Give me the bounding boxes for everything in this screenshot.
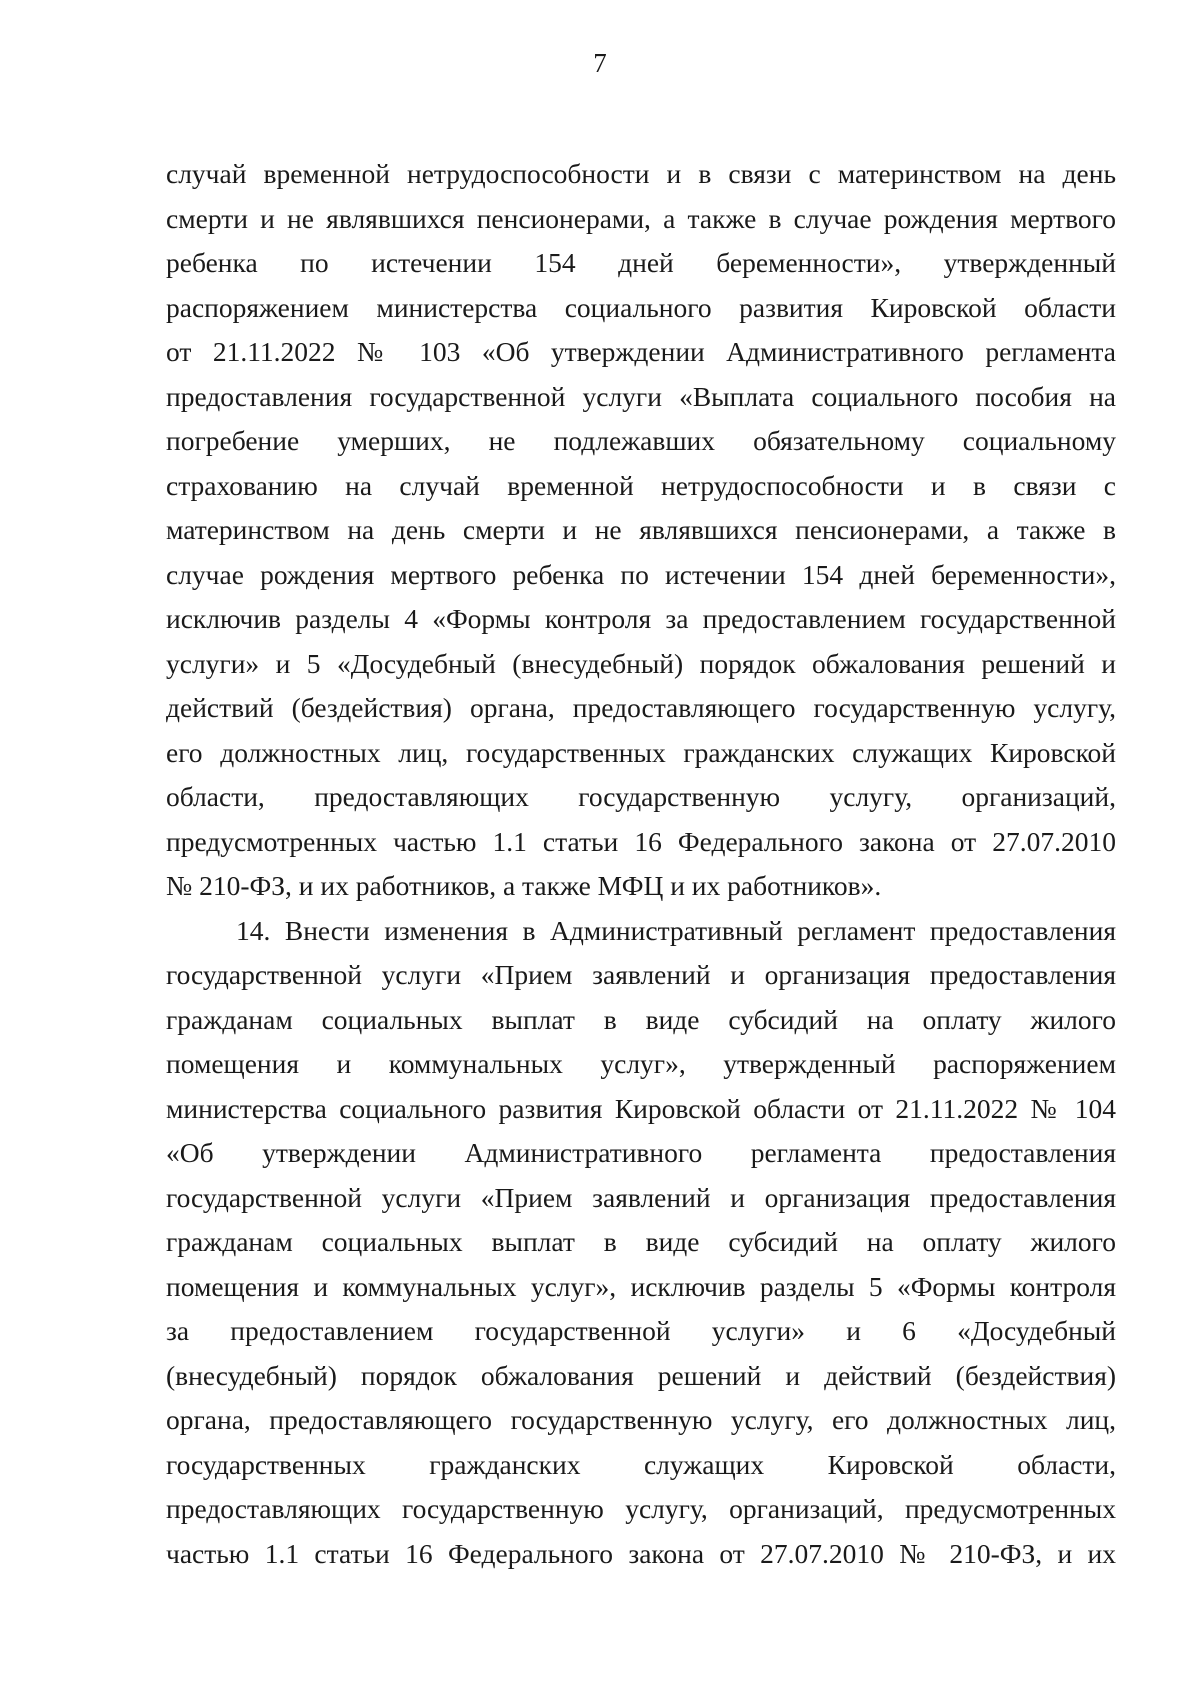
text-line: материнством на день смерти и не являвшихся пенсионерами, а также в [166,514,1116,545]
text-line: за предоставлением государственной услуги» и 6 «Досудебный [166,1315,1116,1346]
text-line: министерства социального развития Кировской области от 21.11.2022 № 104 [166,1092,1116,1124]
text-line: государственных гражданских служащих Кировской области, [166,1448,1116,1480]
text-line: действий (бездействия) органа, предоставляющего государственную услугу, [166,692,1116,723]
text-line: «Об утверждении Административного регламента предоставления [166,1137,1116,1168]
text-line: области, предоставляющих государственную услугу, организаций, [166,781,1116,812]
text-line: № 210-ФЗ, и их работников, а также МФЦ и их работников». [166,870,882,901]
text-line: предусмотренных частью 1.1 статьи 16 Федерального закона от 27.07.2010 [166,825,1116,857]
text-line: погребение умерших, не подлежавших обязательному социальному [166,425,1116,456]
text-line: (внесудебный) порядок обжалования решений и действий (бездействия) [166,1359,1116,1391]
text-line: государственной услуги «Прием заявлений и организация предоставления [166,959,1116,990]
paragraph-14-start: 14. Внести изменения в Административный регламент предоставления [236,914,1116,946]
text-line: исключив разделы 4 «Формы контроля за предоставлением государственной [166,603,1116,634]
text-line: случай временной нетрудоспособности и в связи с материнством на день [166,158,1116,189]
text-line: гражданам социальных выплат в виде субсидий на оплату жилого [166,1003,1116,1035]
text-line: предоставляющих государственную услугу, организаций, предусмотренных [166,1493,1116,1524]
page-number: 7 [593,48,607,78]
text-line: органа, предоставляющего государственную услугу, его должностных лиц, [166,1404,1116,1435]
text-line: помещения и коммунальных услуг», утвержденный распоряжением [166,1048,1116,1079]
text-line: частью 1.1 статьи 16 Федерального закона от 27.07.2010 № 210-ФЗ, и их [166,1537,1116,1569]
text-line: государственной услуги «Прием заявлений и организация предоставления [166,1181,1116,1213]
text-line: смерти и не являвшихся пенсионерами, а также в случае рождения мертвого [166,202,1116,234]
text-line: от 21.11.2022 № 103 «Об утверждении Административного регламента [166,336,1116,367]
text-line: страхованию на случай временной нетрудоспособности и в связи с [166,469,1116,501]
text-line: услуги» и 5 «Досудебный (внесудебный) порядок обжалования решений и [166,647,1116,679]
text-line: помещения и коммунальных услуг», исключив разделы 5 «Формы контроля [166,1270,1116,1302]
text-line: гражданам социальных выплат в виде субсидий на оплату жилого [166,1226,1116,1257]
text-line: распоряжением министерства социального развития Кировской области [166,291,1116,323]
text-line: предоставления государственной услуги «Выплата социального пособия на [166,380,1116,412]
text-line: его должностных лиц, государственных гражданских служащих Кировской [166,736,1116,768]
body-text [166,152,1116,1576]
text-line: случае рождения мертвого ребенка по истечении 154 дней беременности», [166,558,1116,590]
text-line: ребенка по истечении 154 дней беременности», утвержденный [166,247,1116,278]
